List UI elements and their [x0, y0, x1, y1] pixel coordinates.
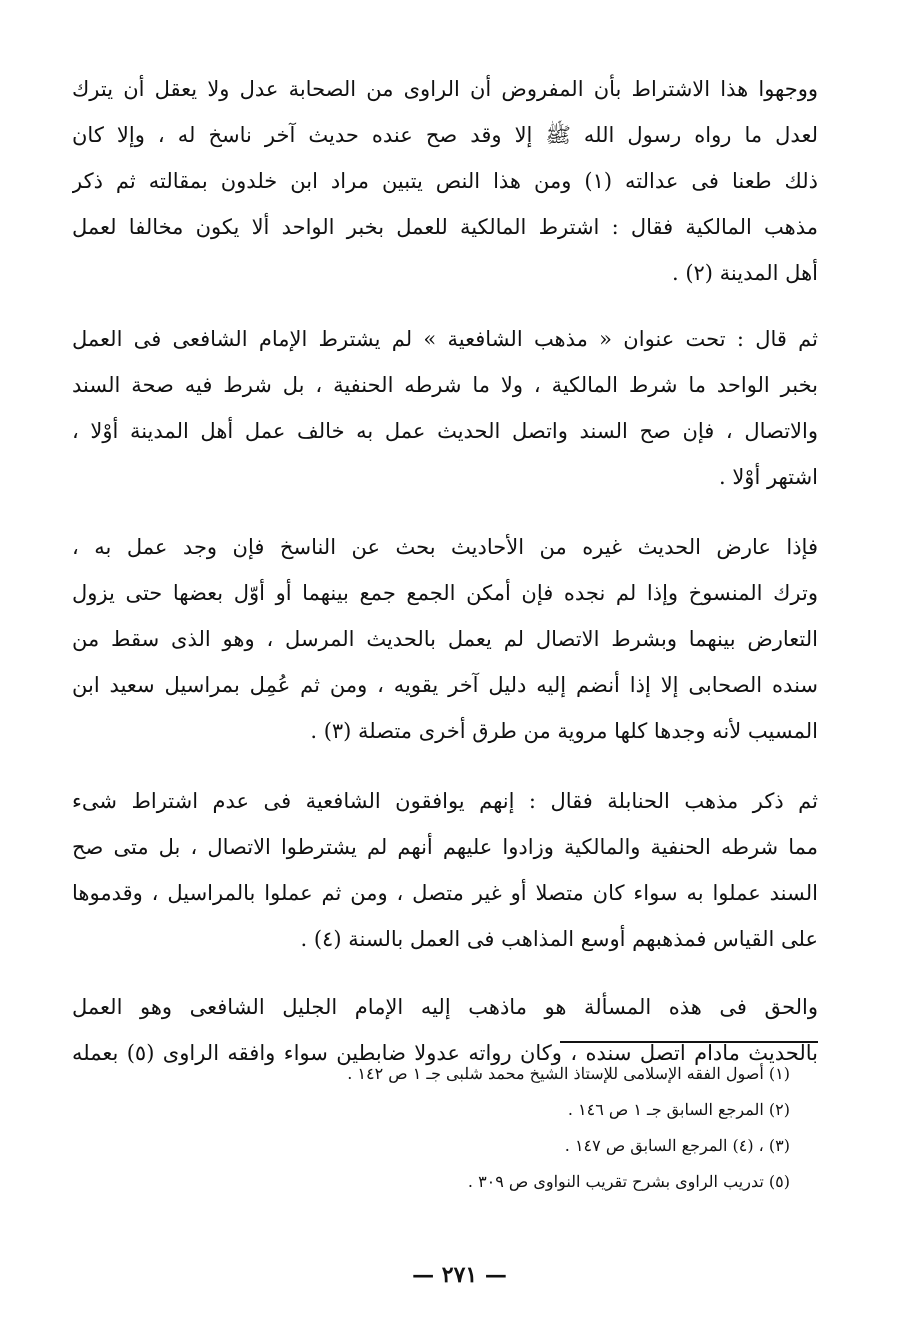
main-text: [72, 66, 818, 1076]
text-line: فإذا عارض الحديث غيره من الأحاديث بحث عن الناسخ فإن وجد عمل به ،: [72, 535, 818, 559]
text-line: ذلك طعنا فى عدالته (١) ومن هذا النص يتبين مراد ابن خلدون بمقالته ثم ذكر: [72, 169, 818, 193]
text-line: لعدل ما رواه رسول الله ﷺ إلا وقد صح عنده حديث آخر ناسخ له ، وإلا كان: [72, 123, 818, 147]
text-line: أهل المدينة (٢) .: [671, 261, 818, 285]
text-line: والاتصال ، فإن صح السند واتصل الحديث عمل به خالف عمل أهل المدينة أوْلا ،: [72, 419, 818, 443]
text-line: المسيب لأنه وجدها كلها مروية من طرق أخرى متصلة (٣) .: [310, 719, 818, 743]
footnotes: [260, 1056, 790, 1200]
footnote-5: (٥) تدريب الراوى بشرح تقريب النواوى ص ٣٠٩ .: [467, 1172, 790, 1191]
footnote-3-4: (٣) ، (٤) المرجع السابق ص ١٤٧ .: [564, 1136, 790, 1155]
text-line: وترك المنسوخ وإذا لم نجده فإن أمكن الجمع جمع بينهما أو أوّل بعضها حتى يزول: [72, 581, 818, 605]
page-number: — ٢٧١ —: [412, 1262, 507, 1288]
paragraph-1: [72, 66, 818, 296]
footnote-2: (٢) المرجع السابق جـ ١ ص ١٤٦ .: [567, 1100, 790, 1119]
text-line: ثم ذكر مذهب الحنابلة فقال : إنهم يوافقون الشافعية فى عدم اشتراط شىء: [72, 789, 818, 813]
text-line: بخبر الواحد ما شرط المالكية ، ولا ما شرطه الحنفية ، بل شرط فيه صحة السند: [72, 373, 818, 397]
text-line: على القياس فمذهبهم أوسع المذاهب فى العمل بالسنة (٤) .: [300, 927, 818, 951]
footnote-1: (١) أصول الفقه الإسلامى للإستاذ الشيخ محمد شلبى جـ ١ ص ١٤٢ .: [347, 1064, 790, 1083]
text-line: ثم قال : تحت عنوان « مذهب الشافعية » لم يشترط الإمام الشافعى فى العمل: [72, 327, 818, 351]
text-line: مذهب المالكية فقال : اشترط المالكية للعمل بخبر الواحد ألا يكون مخالفا لعمل: [72, 215, 818, 239]
text-line: بالحديث مادام اتصل سنده ، وكان رواته عدولا ضابطين سواء وافقه الراوى (٥) بعمله: [72, 1041, 818, 1065]
paragraph-3: [72, 524, 818, 754]
text-line: اشتهر أوْلا .: [718, 465, 818, 489]
text-line: ووجهوا هذا الاشتراط بأن المفروض أن الراوى من الصحابة عدل ولا يعقل أن يترك: [72, 77, 818, 101]
text-line: السند عملوا به سواء كان متصلا أو غير متصل ، ومن ثم عملوا بالمراسيل ، وقدموها: [72, 881, 818, 905]
text-line: مما شرطه الحنفية والمالكية وزادوا عليهم أنهم لم يشترطوا الاتصال ، بل متى صح: [72, 835, 818, 859]
text-line: سنده الصحابى إلا إذا أنضم إليه دليل آخر يقويه ، ومن ثم عُمِل بمراسيل سعيد ابن: [72, 673, 818, 697]
paragraph-2: [72, 316, 818, 500]
text-line: والحق فى هذه المسألة هو ماذهب إليه الإمام الجليل الشافعى وهو العمل: [72, 995, 818, 1019]
text-line: التعارض بينهما وبشرط الاتصال لم يعمل بالحديث المرسل ، وهو الذى سقط من: [72, 627, 818, 651]
footnote-separator: [560, 1041, 818, 1043]
paragraph-4: [72, 778, 818, 962]
